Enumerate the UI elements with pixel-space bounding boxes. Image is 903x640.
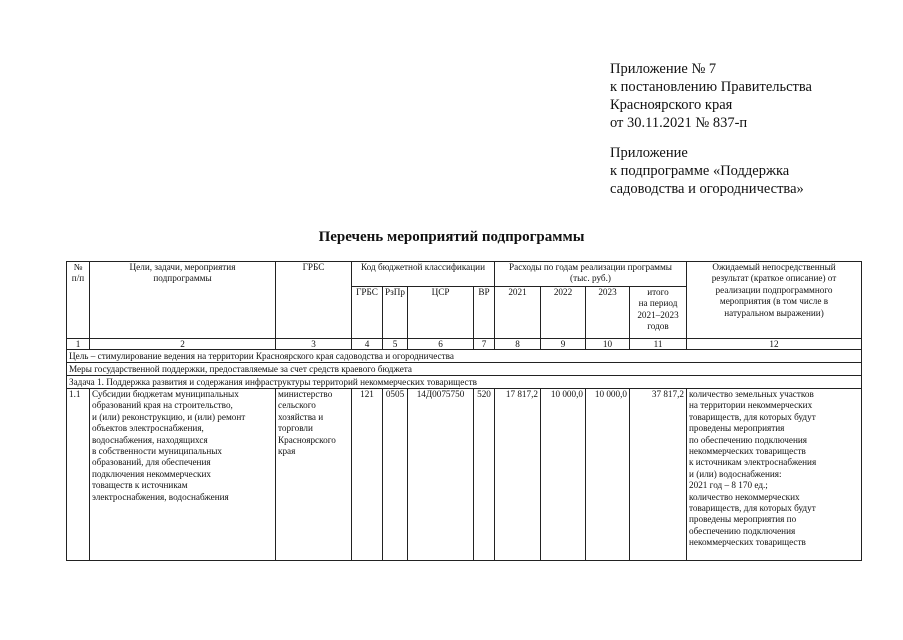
appendix-line: от 30.11.2021 № 837-п	[610, 115, 748, 131]
task-text: Задача 1. Поддержка развития и содержания инфраструктуры территорий некоммерческих товариществ	[67, 376, 862, 389]
item-csr: 14Д0075750	[408, 389, 474, 561]
header-row	[67, 262, 862, 287]
col-header-budget-code: Код бюджетной классификации	[352, 262, 495, 287]
goal-row	[67, 350, 862, 363]
item-result: количество земельных участков на территории некоммерческих товариществ, для которых будут проведены мероприятия по обеспечению подключения некоммерческих товариществ к источникам электроснабжения и (или) водоснабжения: 2021 год – 8 170 ед.; количество некоммерческих товариществ, для которых будут проведены мероприятия по обеспечению подключения некоммерческих товариществ	[687, 389, 862, 561]
item-description: Субсидии бюджетам муниципальных образований края на строительство, и (или) реконструкцию, и (или) ремонт объектов электроснабжения, водоснабжения, находящихся в собственности муниципальных образований, для обеспечения подключения некоммерческих товаществ к источникам электроснабжения, водоснабжения	[90, 389, 276, 561]
col-header-vr: ВР	[474, 287, 495, 339]
task-row	[67, 376, 862, 389]
appendix-7-header	[610, 60, 812, 132]
item-code-grbs: 121	[352, 389, 383, 561]
col-header-expenses: Расходы по годам реализации программы (тыс. руб.)	[495, 262, 687, 287]
appendix-line: Приложение	[610, 145, 688, 161]
measures-table	[66, 261, 862, 561]
column-number: 6	[408, 339, 474, 350]
support-measures-text: Меры государственной поддержки, предоставляемые за счет средств краевого бюджета	[67, 363, 862, 376]
col-header-code-grbs: ГРБС	[352, 287, 383, 339]
col-header-2022: 2022	[541, 287, 586, 339]
col-header-rzpr: РзПр	[383, 287, 408, 339]
appendix-line: к постановлению Правительства	[610, 79, 812, 95]
col-header-goals: Цели, задачи, мероприятия подпрограммы	[90, 262, 276, 339]
column-number: 4	[352, 339, 383, 350]
col-header-csr: ЦСР	[408, 287, 474, 339]
appendix-line: Приложение № 7	[610, 61, 717, 77]
appendix-line: Красноярского края	[610, 97, 733, 113]
subprogram-appendix-header	[610, 144, 804, 198]
column-number: 2	[90, 339, 276, 350]
column-number: 5	[383, 339, 408, 350]
item-number: 1.1	[67, 389, 90, 561]
col-header-result: Ожидаемый непосредственный результат (краткое описание) от реализации подпрограммного мероприятия (в том числе в натуральном выражении)	[687, 262, 862, 339]
column-number: 10	[586, 339, 630, 350]
appendix-line: к подпрограмме «Поддержка	[610, 163, 790, 179]
appendix-line: садоводства и огородничества»	[610, 181, 804, 197]
item-2023: 10 000,0	[586, 389, 630, 561]
item-total: 37 817,2	[630, 389, 687, 561]
col-header-grbs: ГРБС	[276, 262, 352, 339]
support-measures-row	[67, 363, 862, 376]
item-rzpr: 0505	[383, 389, 408, 561]
column-number: 12	[687, 339, 862, 350]
col-header-2021: 2021	[495, 287, 541, 339]
item-2022: 10 000,0	[541, 389, 586, 561]
column-number: 7	[474, 339, 495, 350]
item-vr: 520	[474, 389, 495, 561]
column-numbers-row	[67, 339, 862, 350]
column-number: 1	[67, 339, 90, 350]
item-grbs: министерство сельского хозяйства и торговли Красноярского края	[276, 389, 352, 561]
col-header-num: № п/п	[67, 262, 90, 339]
document-title: Перечень мероприятий подпрограммы	[318, 229, 585, 245]
column-number: 9	[541, 339, 586, 350]
column-number: 8	[495, 339, 541, 350]
goal-text: Цель – стимулирование ведения на территории Красноярского края садоводства и огородничества	[67, 350, 862, 363]
column-number: 3	[276, 339, 352, 350]
item-2021: 17 817,2	[495, 389, 541, 561]
table-row	[67, 389, 862, 561]
col-header-2023: 2023	[586, 287, 630, 339]
column-number: 11	[630, 339, 687, 350]
col-header-total: итого на период 2021–2023 годов	[630, 287, 687, 339]
